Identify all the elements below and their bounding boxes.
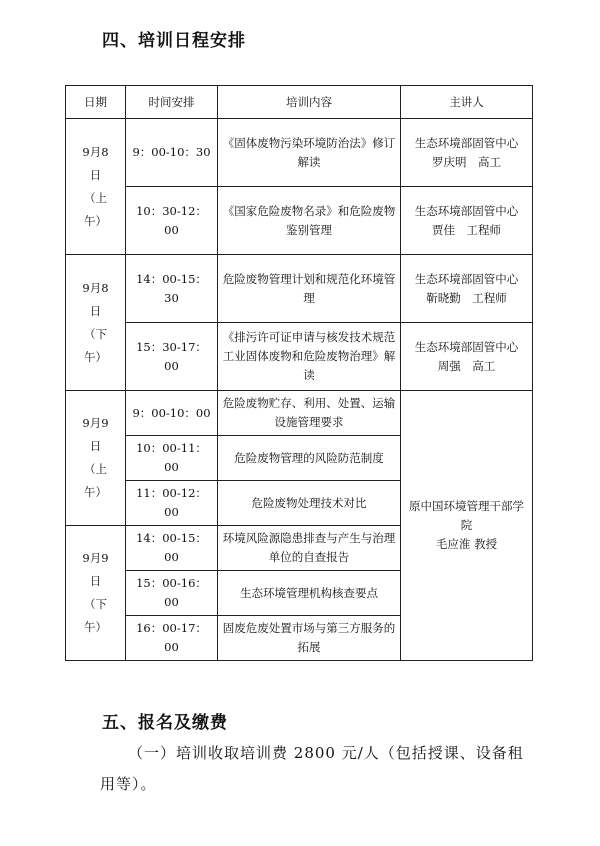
date-cell: 9月9 日 （下 午） (66, 526, 126, 661)
header-speaker: 主讲人 (401, 86, 533, 119)
time-cell: 11：00-12：00 (126, 481, 218, 526)
shared-speaker-cell: 原中国环境管理干部学院 毛应淮 教授 (401, 391, 533, 661)
speaker-cell: 生态环境部固管中心 周强 高工 (401, 323, 533, 391)
content-cell: 环境风险源隐患排查与产生与治理单位的自查报告 (218, 526, 401, 571)
speaker-cell: 生态环境部固管中心 罗庆明 高工 (401, 119, 533, 187)
time-cell: 9：00-10：30 (126, 119, 218, 187)
time-cell: 14：00-15：30 (126, 255, 218, 323)
speaker-cell: 生态环境部固管中心 贾佳 工程师 (401, 187, 533, 255)
table-row (66, 119, 533, 187)
content-cell: 生态环境管理机构核查要点 (218, 571, 401, 616)
time-cell: 14：00-15：00 (126, 526, 218, 571)
table-row (66, 391, 533, 436)
time-cell: 15：00-16：00 (126, 571, 218, 616)
time-cell: 15：30-17：00 (126, 323, 218, 391)
table-row (66, 187, 533, 255)
content-cell: 危险废物贮存、利用、处置、运输设施管理要求 (218, 391, 401, 436)
date-cell: 9月9 日 （上 午） (66, 391, 126, 526)
content-cell: 《国家危险废物名录》和危险废物鉴别管理 (218, 187, 401, 255)
date-cell: 9月8 日 （上 午） (66, 119, 126, 255)
date-cell: 9月8 日 （下 午） (66, 255, 126, 391)
content-cell: 危险废物管理计划和规范化环境管理 (218, 255, 401, 323)
time-cell: 16：00-17：00 (126, 616, 218, 661)
time-cell: 10：30-12：00 (126, 187, 218, 255)
content-cell: 危险废物处理技术对比 (218, 481, 401, 526)
header-content: 培训内容 (218, 86, 401, 119)
header-date: 日期 (66, 86, 126, 119)
fee-paragraph: （一）培训收取培训费 2800 元/人（包括授课、设备租用等）。 (100, 744, 524, 793)
section-4-title: 四、培训日程安排 (102, 31, 246, 51)
speaker-cell: 生态环境部固管中心 靳晓勤 工程师 (401, 255, 533, 323)
section-5-title: 五、报名及缴费 (102, 713, 228, 733)
header-row (66, 86, 533, 119)
content-cell: 《固体废物污染环境防治法》修订解读 (218, 119, 401, 187)
content-cell: 《排污许可证申请与核发技术规范 工业固体废物和危险废物治理》解读 (218, 323, 401, 391)
schedule-table (65, 85, 533, 661)
content-cell: 固废危废处置市场与第三方服务的拓展 (218, 616, 401, 661)
header-time: 时间安排 (126, 86, 218, 119)
table-row (66, 255, 533, 323)
table-row (66, 323, 533, 391)
time-cell: 9：00-10：00 (126, 391, 218, 436)
time-cell: 10：00-11：00 (126, 436, 218, 481)
content-cell: 危险废物管理的风险防范制度 (218, 436, 401, 481)
